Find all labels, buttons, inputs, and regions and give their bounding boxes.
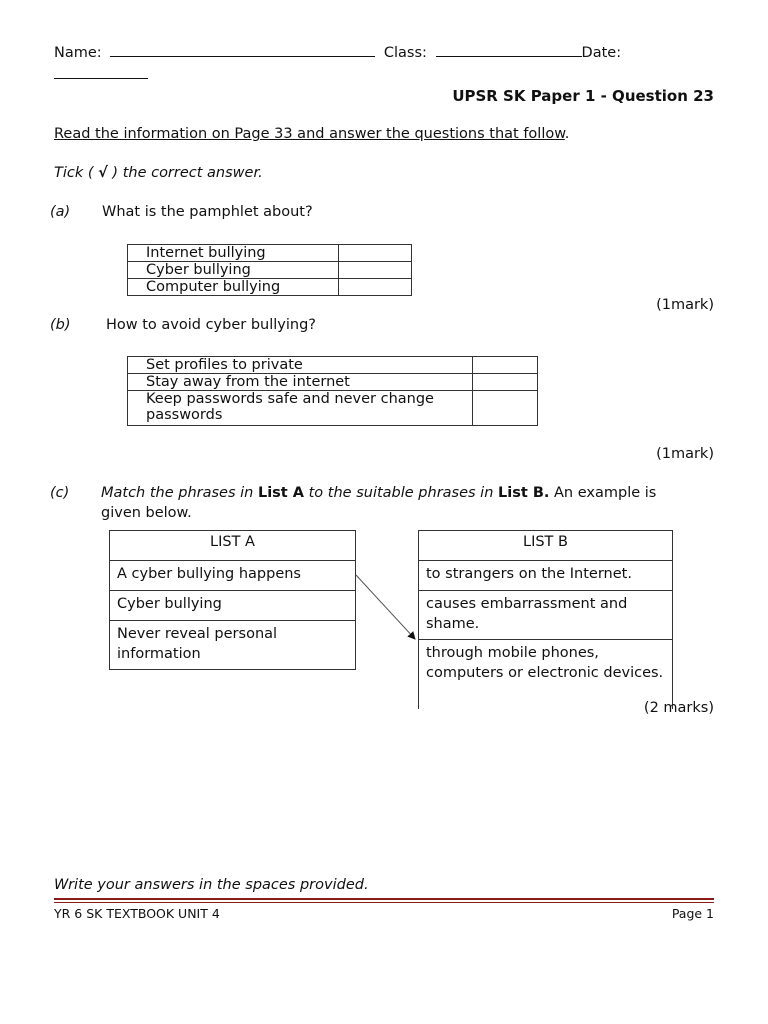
list-a-ref: List A [257, 485, 305, 501]
tick-post: ) the correct answer. [107, 165, 263, 181]
option-label: Cyber bullying [128, 262, 339, 279]
question-c-text-3: An example is [549, 485, 657, 501]
footer-left: YR 6 SK TEXTBOOK UNIT 4 [54, 906, 220, 921]
class-label: Class: [383, 45, 427, 61]
question-c-label: (c) [50, 485, 70, 501]
footer-rule-thin [54, 902, 714, 903]
list-b-ref: List B. [498, 485, 550, 501]
question-b-text: How to avoid cyber bullying? [106, 317, 316, 333]
tick-mark-icon: √ [98, 165, 108, 181]
question-c-text-line2: given below. [101, 505, 192, 521]
read-end: . [564, 126, 570, 142]
question-a-text: What is the pamphlet about? [102, 204, 313, 220]
list-b-header: LIST B [418, 530, 673, 561]
option-label: Computer bullying [128, 279, 339, 296]
question-a-label: (a) [50, 204, 71, 220]
closing-instruction: Write your answers in the spaces provided. [54, 877, 369, 893]
question-c-text-2: to the suitable phrases in [304, 485, 499, 501]
list-a-item[interactable]: Cyber bullying [109, 590, 356, 621]
name-label: Name: [54, 45, 102, 61]
question-a-marks: (1mark) [656, 297, 714, 313]
option-label: Stay away from the internet [128, 374, 473, 391]
option-label: Set profiles to private [128, 357, 473, 374]
list-a-header: LIST A [109, 530, 356, 561]
option-label: Keep passwords safe and never change passwords [128, 391, 473, 426]
list-a-item[interactable]: A cyber bullying happens [109, 560, 356, 591]
question-b-marks: (1mark) [656, 446, 714, 462]
option-label: Internet bullying [128, 245, 339, 262]
footer-rule [54, 898, 714, 900]
footer-page-number: Page 1 [671, 906, 714, 921]
list-a-item[interactable]: Never reveal personal information [109, 620, 356, 670]
list-b-item[interactable]: to strangers on the Internet. [418, 560, 673, 591]
tick-pre: Tick ( [54, 165, 99, 181]
list-b-item[interactable]: through mobile phones, computers or electronic devices. [418, 639, 673, 709]
list-b-item[interactable]: causes embarrassment and shame. [418, 590, 673, 640]
question-c-marks: (2 marks) [643, 700, 714, 716]
read-text: Read the information on Page 33 and answer the questions that follow [54, 126, 565, 142]
question-b-label: (b) [50, 317, 71, 333]
question-c-text-1: Match the phrases in [101, 485, 258, 501]
date-label: Date: [581, 45, 622, 61]
page-title: UPSR SK Paper 1 - Question 23 [452, 87, 714, 105]
